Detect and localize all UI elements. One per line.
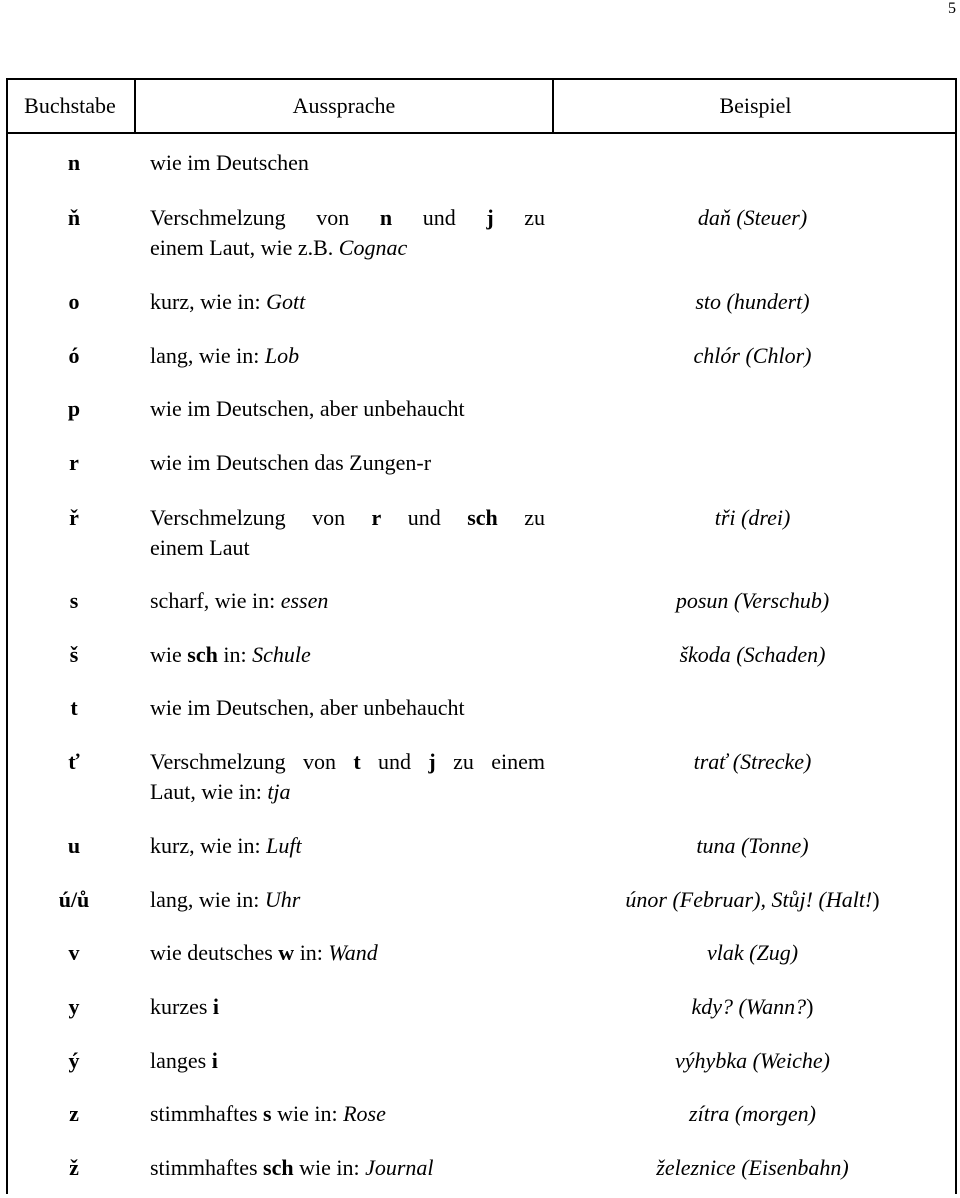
text-segment: sch — [187, 642, 218, 667]
example-cell — [550, 938, 955, 968]
text-segment: kurz, wie in: — [150, 833, 267, 858]
text-segment: Journal — [365, 1155, 434, 1180]
text-segment: j — [428, 749, 436, 774]
text-segment: Uhr — [264, 887, 301, 912]
text-segment: wie im Deutschen das Zungen-r — [150, 450, 432, 475]
text-segment: r — [371, 505, 382, 530]
pronunciation-cell — [150, 640, 545, 670]
letter-cell: ř — [69, 505, 79, 530]
text-segment: w — [278, 940, 295, 965]
text-segment: Rose — [343, 1101, 386, 1126]
pronunciation-cell — [150, 203, 545, 263]
pronunciation-line — [150, 640, 545, 670]
example-cell — [550, 1099, 955, 1129]
text-segment: daň (Steuer) — [697, 205, 808, 230]
text-segment: tja — [267, 779, 291, 804]
text-segment: sch — [263, 1155, 294, 1180]
text-segment: Luft — [266, 833, 302, 858]
pronunciation-line — [150, 777, 545, 807]
letter-cell: ó — [68, 343, 80, 368]
text-segment: posun (Verschub) — [675, 588, 830, 613]
text-segment: chlór (Chlor) — [693, 343, 812, 368]
text-segment: výhybka (Weiche) — [675, 1048, 830, 1073]
example-cell — [550, 1046, 955, 1076]
text-segment: únor (Februar), Stůj! (Halt! — [625, 887, 873, 912]
pronunciation-cell — [150, 287, 545, 317]
pronunciation-line — [150, 1046, 545, 1076]
text-segment: Gott — [266, 289, 306, 314]
example-cell — [550, 831, 955, 861]
text-segment: scharf, wie in: — [150, 588, 281, 613]
pronunciation-line — [150, 203, 545, 233]
text-segment: wie in: — [271, 1101, 344, 1126]
pronunciation-cell — [150, 693, 545, 723]
pronunciation-line — [150, 233, 545, 263]
letter-cell: r — [69, 450, 79, 475]
letter-cell: u — [67, 833, 81, 858]
letter-cell: y — [68, 994, 80, 1019]
text-segment: einem Laut, wie z.B. — [150, 235, 339, 260]
example-cell — [550, 203, 955, 233]
letter-cell: ú/ů — [58, 887, 90, 912]
pronunciation-line — [150, 885, 545, 915]
text-segment: Verschmelzung von — [150, 749, 354, 774]
pronunciation-line — [150, 448, 545, 478]
text-segment: kurzes — [150, 994, 213, 1019]
pronunciation-line — [150, 287, 545, 317]
pronunciation-cell — [150, 1153, 545, 1183]
text-segment: j — [486, 205, 494, 230]
example-cell — [550, 885, 955, 915]
text-segment: wie — [150, 642, 188, 667]
example-cell — [550, 341, 955, 371]
text-segment: Laut, wie in: — [150, 779, 268, 804]
letter-cell: ý — [68, 1048, 80, 1073]
pronunciation-cell — [150, 394, 545, 424]
text-segment: langes — [150, 1048, 212, 1073]
text-segment: Cognac — [338, 235, 408, 260]
text-segment: lang, wie in: — [150, 343, 265, 368]
text-segment: zu — [497, 505, 546, 530]
letter-cell: t — [70, 695, 78, 720]
pronunciation-cell — [150, 448, 545, 478]
pronunciation-cell — [150, 341, 545, 371]
text-segment: s — [263, 1101, 272, 1126]
letter-cell: š — [69, 642, 79, 667]
text-segment: sch — [467, 505, 498, 530]
example-cell — [550, 1153, 955, 1183]
pronunciation-cell — [150, 148, 545, 178]
text-segment: und — [381, 505, 468, 530]
letter-cell: s — [69, 588, 79, 613]
letter-cell: ň — [67, 205, 81, 230]
text-segment: wie im Deutschen — [150, 150, 309, 175]
text-segment: n — [379, 205, 393, 230]
text-segment: zu — [493, 205, 546, 230]
text-segment: wie im Deutschen, aber unbehaucht — [150, 695, 465, 720]
pronunciation-line — [150, 747, 545, 777]
text-segment: stimmhaftes — [150, 1101, 264, 1126]
text-segment: Schule — [252, 642, 311, 667]
letter-cell: ž — [69, 1155, 79, 1180]
letter-cell: p — [67, 396, 81, 421]
text-segment: tři (drei) — [714, 505, 791, 530]
letter-cell: z — [69, 1101, 79, 1126]
text-segment: zítra (morgen) — [689, 1101, 816, 1126]
letter-cell: n — [67, 150, 81, 175]
text-segment: Lob — [264, 343, 300, 368]
letter-cell: v — [68, 940, 80, 965]
text-segment: kurz, wie in: — [150, 289, 267, 314]
header-letter: Buchstabe — [6, 78, 136, 134]
text-segment: zu einem — [435, 749, 545, 774]
text-segment: kdy? (Wann? — [691, 994, 807, 1019]
example-cell — [550, 747, 955, 777]
text-segment: Wand — [328, 940, 378, 965]
pronunciation-cell — [150, 1046, 545, 1076]
text-segment: wie im Deutschen, aber unbehaucht — [150, 396, 465, 421]
text-segment: und — [360, 749, 429, 774]
text-segment: wie in: — [293, 1155, 366, 1180]
example-cell — [550, 503, 955, 533]
pronunciation-cell — [150, 747, 545, 807]
pronunciation-line — [150, 1099, 545, 1129]
text-segment: t — [353, 749, 361, 774]
pronunciation-cell — [150, 503, 545, 563]
pronunciation-line — [150, 148, 545, 178]
letter-cell: ť — [68, 749, 80, 774]
text-segment: tuna (Tonne) — [696, 833, 809, 858]
text-segment: ) — [872, 887, 880, 912]
pronunciation-line — [150, 586, 545, 616]
pronunciation-line — [150, 831, 545, 861]
text-segment: in: — [294, 940, 329, 965]
text-segment: i — [212, 994, 220, 1019]
pronunciation-line — [150, 394, 545, 424]
text-segment: železnice (Eisenbahn) — [656, 1155, 849, 1180]
text-segment: einem Laut — [150, 535, 250, 560]
pronunciation-line — [150, 992, 545, 1022]
letter-cell: o — [68, 289, 80, 314]
header-pronunciation: Aussprache — [136, 78, 554, 134]
text-segment: trať (Strecke) — [693, 749, 812, 774]
pronunciation-line — [150, 341, 545, 371]
pronunciation-line — [150, 533, 545, 563]
pronunciation-cell — [150, 586, 545, 616]
pronunciation-cell — [150, 938, 545, 968]
text-segment: sto (hundert) — [695, 289, 810, 314]
example-cell — [550, 586, 955, 616]
page-number: 5 — [948, 0, 956, 17]
pronunciation-line — [150, 1153, 545, 1183]
text-segment: stimmhaftes — [150, 1155, 264, 1180]
example-cell — [550, 640, 955, 670]
text-segment: i — [211, 1048, 218, 1073]
pronunciation-line — [150, 503, 545, 533]
text-segment: ) — [806, 994, 814, 1019]
text-segment: in: — [217, 642, 253, 667]
pronunciation-line — [150, 693, 545, 723]
pronunciation-cell — [150, 885, 545, 915]
pronunciation-cell — [150, 831, 545, 861]
text-segment: Verschmelzung von — [150, 505, 372, 530]
table-header — [6, 78, 957, 134]
example-cell — [550, 992, 955, 1022]
pronunciation-cell — [150, 992, 545, 1022]
example-cell — [550, 287, 955, 317]
text-segment: vlak (Zug) — [706, 940, 799, 965]
pronunciation-cell — [150, 1099, 545, 1129]
text-segment: wie deutsches — [150, 940, 279, 965]
text-segment: škoda (Schaden) — [679, 642, 826, 667]
text-segment: Verschmelzung von — [150, 205, 380, 230]
text-segment: lang, wie in: — [150, 887, 265, 912]
header-example: Beispiel — [719, 93, 792, 118]
text-segment: und — [392, 205, 487, 230]
text-segment: essen — [280, 588, 329, 613]
pronunciation-line — [150, 938, 545, 968]
